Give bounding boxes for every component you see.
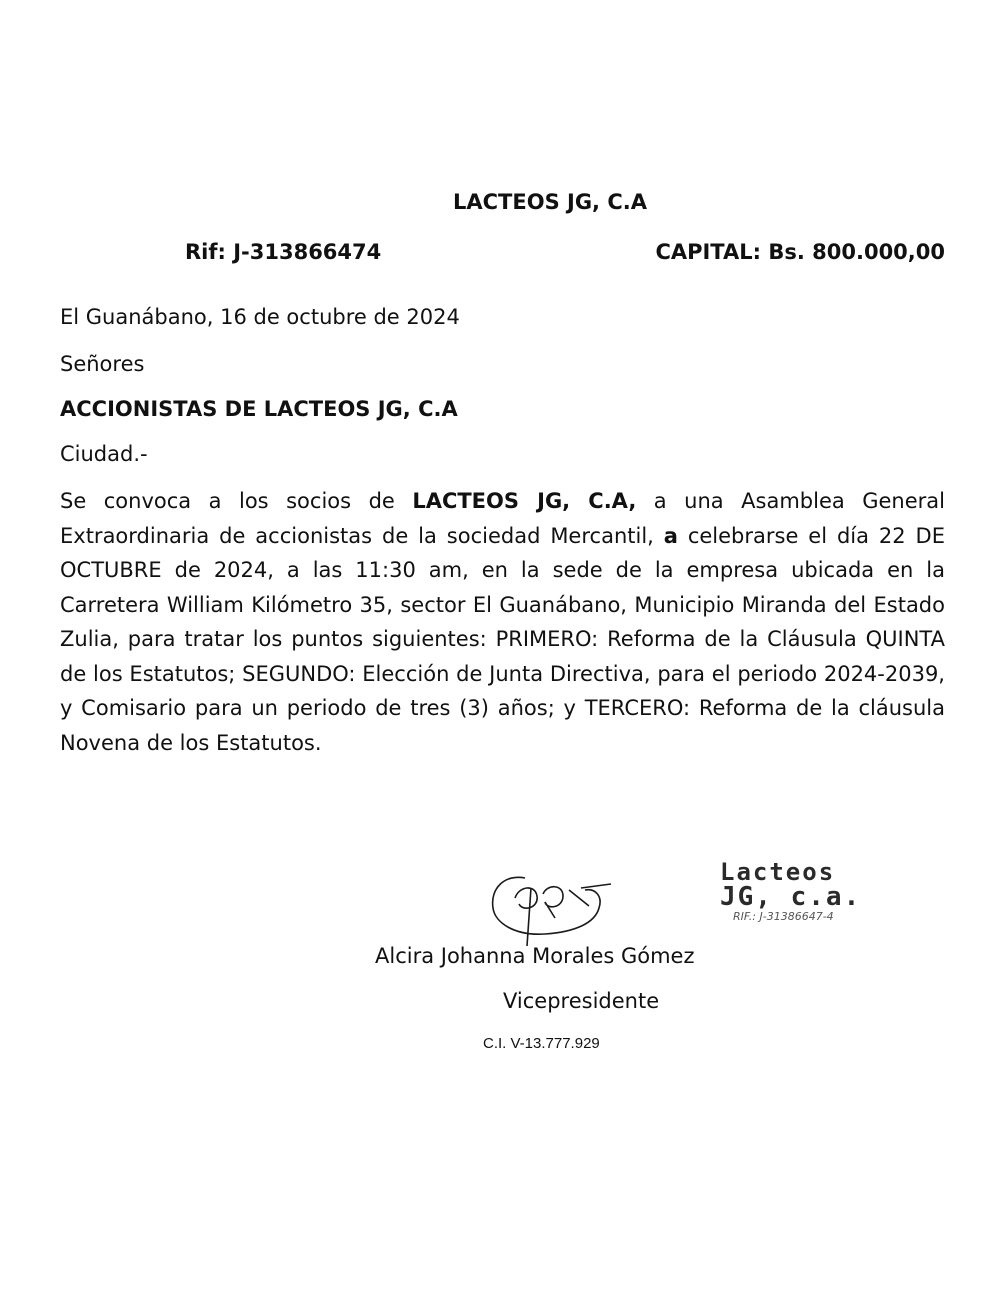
- signer-name: Alcira Johanna Morales Gómez: [375, 944, 695, 968]
- body-a-bold: a: [663, 523, 678, 548]
- stamp-line-2: JG, c.a.: [720, 882, 862, 912]
- place-date: El Guanábano, 16 de octubre de 2024: [60, 305, 460, 329]
- city: Ciudad.-: [60, 442, 148, 466]
- company-rif: Rif: J-313866474: [185, 240, 382, 264]
- handwritten-signature: [485, 868, 615, 948]
- company-capital: CAPITAL: Bs. 800.000,00: [655, 240, 945, 264]
- stamp-line-1: Lacteos: [720, 858, 836, 886]
- body-text-2: a una Asamblea General Extraordinaria de accionistas de la sociedad Mercantil,: [60, 489, 945, 548]
- addressee: ACCIONISTAS DE LACTEOS JG, C.A: [60, 397, 458, 421]
- body-company-bold: LACTEOS JG, C.A,: [412, 489, 637, 513]
- signer-position: Vicepresidente: [503, 989, 660, 1013]
- body-text-3: celebrarse el día 22 DE OCTUBRE de 2024, a las 11:30 am, en la sede de la empresa ubicada en la Carretera William Kilómetro 35, sector El Guanábano, Municipio Miranda del Estado Zulia, para tratar los puntos siguientes: PRIMERO: Reforma de la Cláusula QUINTA de los Estatutos; SEGUNDO: Elección de Junta Directiva, para el periodo 2024-2039, y Comisario para un periodo de tres (3) años; y TERCERO: Reforma de la cláusula Novena de los Estatutos.: [60, 523, 945, 755]
- company-title: LACTEOS JG, C.A: [453, 190, 647, 214]
- body-text-1: Se convoca a los socios de: [60, 489, 413, 513]
- stamp-rif: RIF.: J-31386647-4: [733, 910, 834, 923]
- greeting: Señores: [60, 352, 145, 376]
- signer-ci: C.I. V-13.777.929: [483, 1035, 600, 1052]
- company-stamp: [715, 858, 880, 930]
- letter-body: [60, 484, 945, 760]
